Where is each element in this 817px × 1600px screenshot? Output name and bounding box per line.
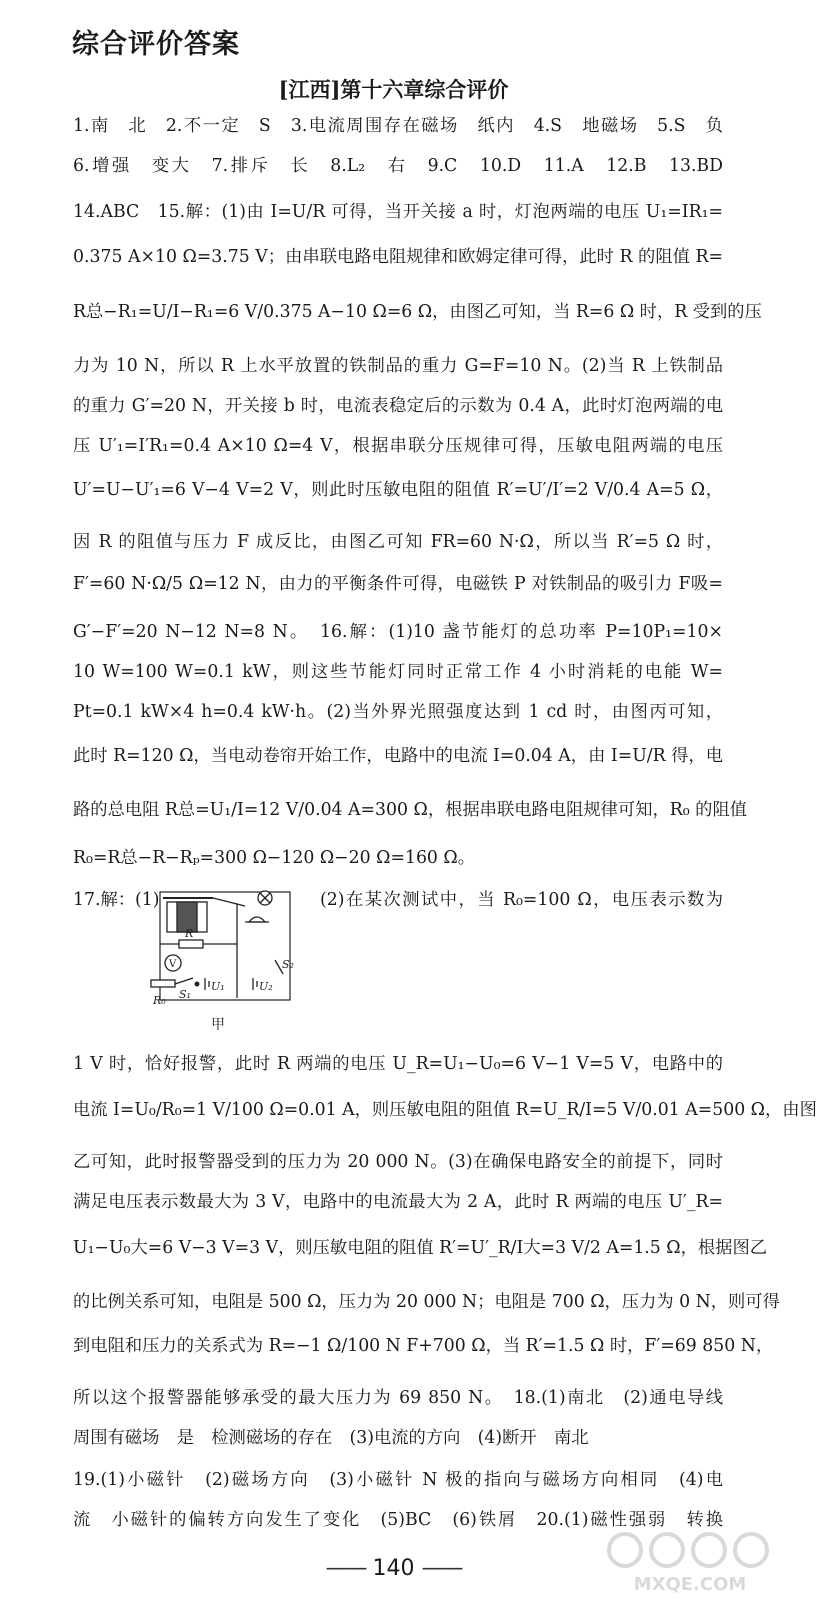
diagram-label-r: R (185, 927, 194, 940)
answer-line-21: 满足电压表示数最大为 3 V，电路中的电流最大为 2 A，此时 R 两端的电压 U′_R= (73, 1192, 723, 1212)
page-title: 综合评价答案 (72, 29, 240, 60)
answer-line-8: 压 U′₁=I′R₁=0.4 A×10 Ω=4 V，根据串联分压规律可得，压敏电阻两端的电压 (73, 436, 723, 456)
section-title: [江西]第十六章综合评价 (278, 77, 509, 102)
answer-line-7: 的重力 G′=20 N，开关接 b 时，电流表稳定后的示数为 0.4 A，此时灯泡两端的电 (73, 396, 723, 416)
page-number-value: 140 (372, 1556, 415, 1581)
answer-line-24: 到电阻和压力的关系式为 R=−1 Ω/100 N F+700 Ω，当 R′=1.5 Ω 时，F′=69 850 N， (73, 1336, 774, 1356)
answer-line-28: 流 小磁针的偏转方向发生了变化 (5)BC (6)铁屑 20.(1)磁性强弱 转换 (73, 1510, 723, 1530)
answer-line-11: F′=60 N·Ω/5 Ω=12 N，由力的平衡条件可得，电磁铁 P 对铁制品的吸引力 F吸= (73, 574, 723, 594)
diagram-label-s1: S₁ (179, 988, 191, 1001)
answer-line-16: 路的总电阻 R总=U₁/I=12 V/0.04 A=300 Ω，根据串联电路电阻规律可知，R₀ 的阻值 (73, 800, 748, 820)
answer-line-4: 0.375 A×10 Ω=3.75 V；由串联电路电阻规律和欧姆定律可得，此时 R 的阻值 R= (73, 247, 723, 267)
watermark-text: MXQE.COM (633, 1574, 747, 1595)
watermark-logo (605, 1520, 775, 1595)
answer-line-19: 电流 I=U₀/R₀=1 V/100 Ω=0.01 A，则压敏电阻的阻值 R=U_R/I=5 V/0.01 A=500 Ω，由图 (73, 1100, 817, 1120)
answer-line-27: 19.(1)小磁针 (2)磁场方向 (3)小磁针 N 极的指向与磁场方向相同 (4)电 (73, 1470, 723, 1490)
answer-line-17: R₀=R总−R−Rₚ=300 Ω−120 Ω−20 Ω=160 Ω。 (73, 848, 476, 868)
answer-line-13: 10 W=100 W=0.1 kW，则这些节能灯同时正常工作 4 小时消耗的电能 W= (73, 662, 723, 682)
answer-line-12: G′−F′=20 N−12 N=8 N。 16.解：(1)10 盏节能灯的总功率 P=10P₁=10× (73, 622, 723, 642)
circuit-diagram (145, 888, 295, 1033)
diagram-label-v: V (169, 959, 177, 970)
answer-line-26: 周围有磁场 是 检测磁场的存在 (3)电流的方向 (4)断开 南北 (73, 1428, 589, 1448)
answer-line-6: 力为 10 N，所以 R 上水平放置的铁制品的重力 G=F=10 N。(2)当 R 上铁制品 (73, 356, 723, 376)
diagram-label-u2: U₂ (259, 980, 273, 993)
answer-line-5: R总−R₁=U/I−R₁=6 V/0.375 A−10 Ω=6 Ω，由图乙可知，当 R=6 Ω 时，R 受到的压 (73, 302, 762, 322)
answer-line-23: 的比例关系可知，电阻是 500 Ω，压力为 20 000 N；电阻是 700 Ω，压力为 0 N，则可得 (73, 1292, 780, 1312)
answer-line-22: U₁−U₀大=6 V−3 V=3 V，则压敏电阻的阻值 R′=U′_R/I大=3 V/2 A=1.5 Ω，根据图乙 (73, 1238, 768, 1258)
answer-line-20: 乙可知，此时报警器受到的压力为 20 000 N。(3)在确保电路安全的前提下，同时 (73, 1152, 723, 1172)
diagram-caption: 甲 (211, 1017, 225, 1033)
diagram-label-u1: U₁ (211, 980, 225, 993)
diagram-label-s2: S₂ (282, 958, 294, 971)
diagram-label-r0: R₀ (153, 994, 166, 1007)
answer-line-1: 1.南 北 2.不一定 S 3.电流周围存在磁场 纸内 4.S 地磁场 5.S 负 (73, 116, 723, 136)
answer-line-18: 1 V 时，恰好报警，此时 R 两端的电压 U_R=U₁−U₀=6 V−1 V=5 V，电路中的 (73, 1054, 723, 1074)
circuit-diagram-svg (145, 888, 295, 1013)
answer-line-3: 14.ABC 15.解：(1)由 I=U/R 可得，当开关接 a 时，灯泡两端的电压 U₁=IR₁= (73, 202, 723, 222)
answer-line-25: 所以这个报警器能够承受的最大压力为 69 850 N。 18.(1)南北 (2)通电导线 (73, 1388, 723, 1408)
q17-label: 17.解：(1) (73, 890, 160, 910)
q17-right-line: (2)在某次测试中，当 R₀=100 Ω，电压表示数为 (320, 890, 723, 910)
answer-line-15: 此时 R=120 Ω，当电动卷帘开始工作，电路中的电流 I=0.04 A，由 I=U/R 得，电 (73, 746, 723, 766)
answer-line-9: U′=U−U′₁=6 V−4 V=2 V，则此时压敏电阻的阻值 R′=U′/I′=2 V/0.4 A=5 Ω， (73, 480, 723, 500)
page-number-dash-left: —— (325, 1556, 366, 1581)
answer-line-10: 因 R 的阻值与压力 F 成反比，由图乙可知 FR=60 N·Ω，所以当 R′=5 Ω 时， (73, 532, 723, 552)
page-number-dash-right: —— (421, 1556, 462, 1581)
answer-line-2: 6.增强 变大 7.排斥 长 8.L₂ 右 9.C 10.D 11.A 12.B 13.BD (73, 156, 723, 176)
answer-line-14: Pt=0.1 kW×4 h=0.4 kW·h。(2)当外界光照强度达到 1 cd 时，由图丙可知， (73, 702, 723, 722)
